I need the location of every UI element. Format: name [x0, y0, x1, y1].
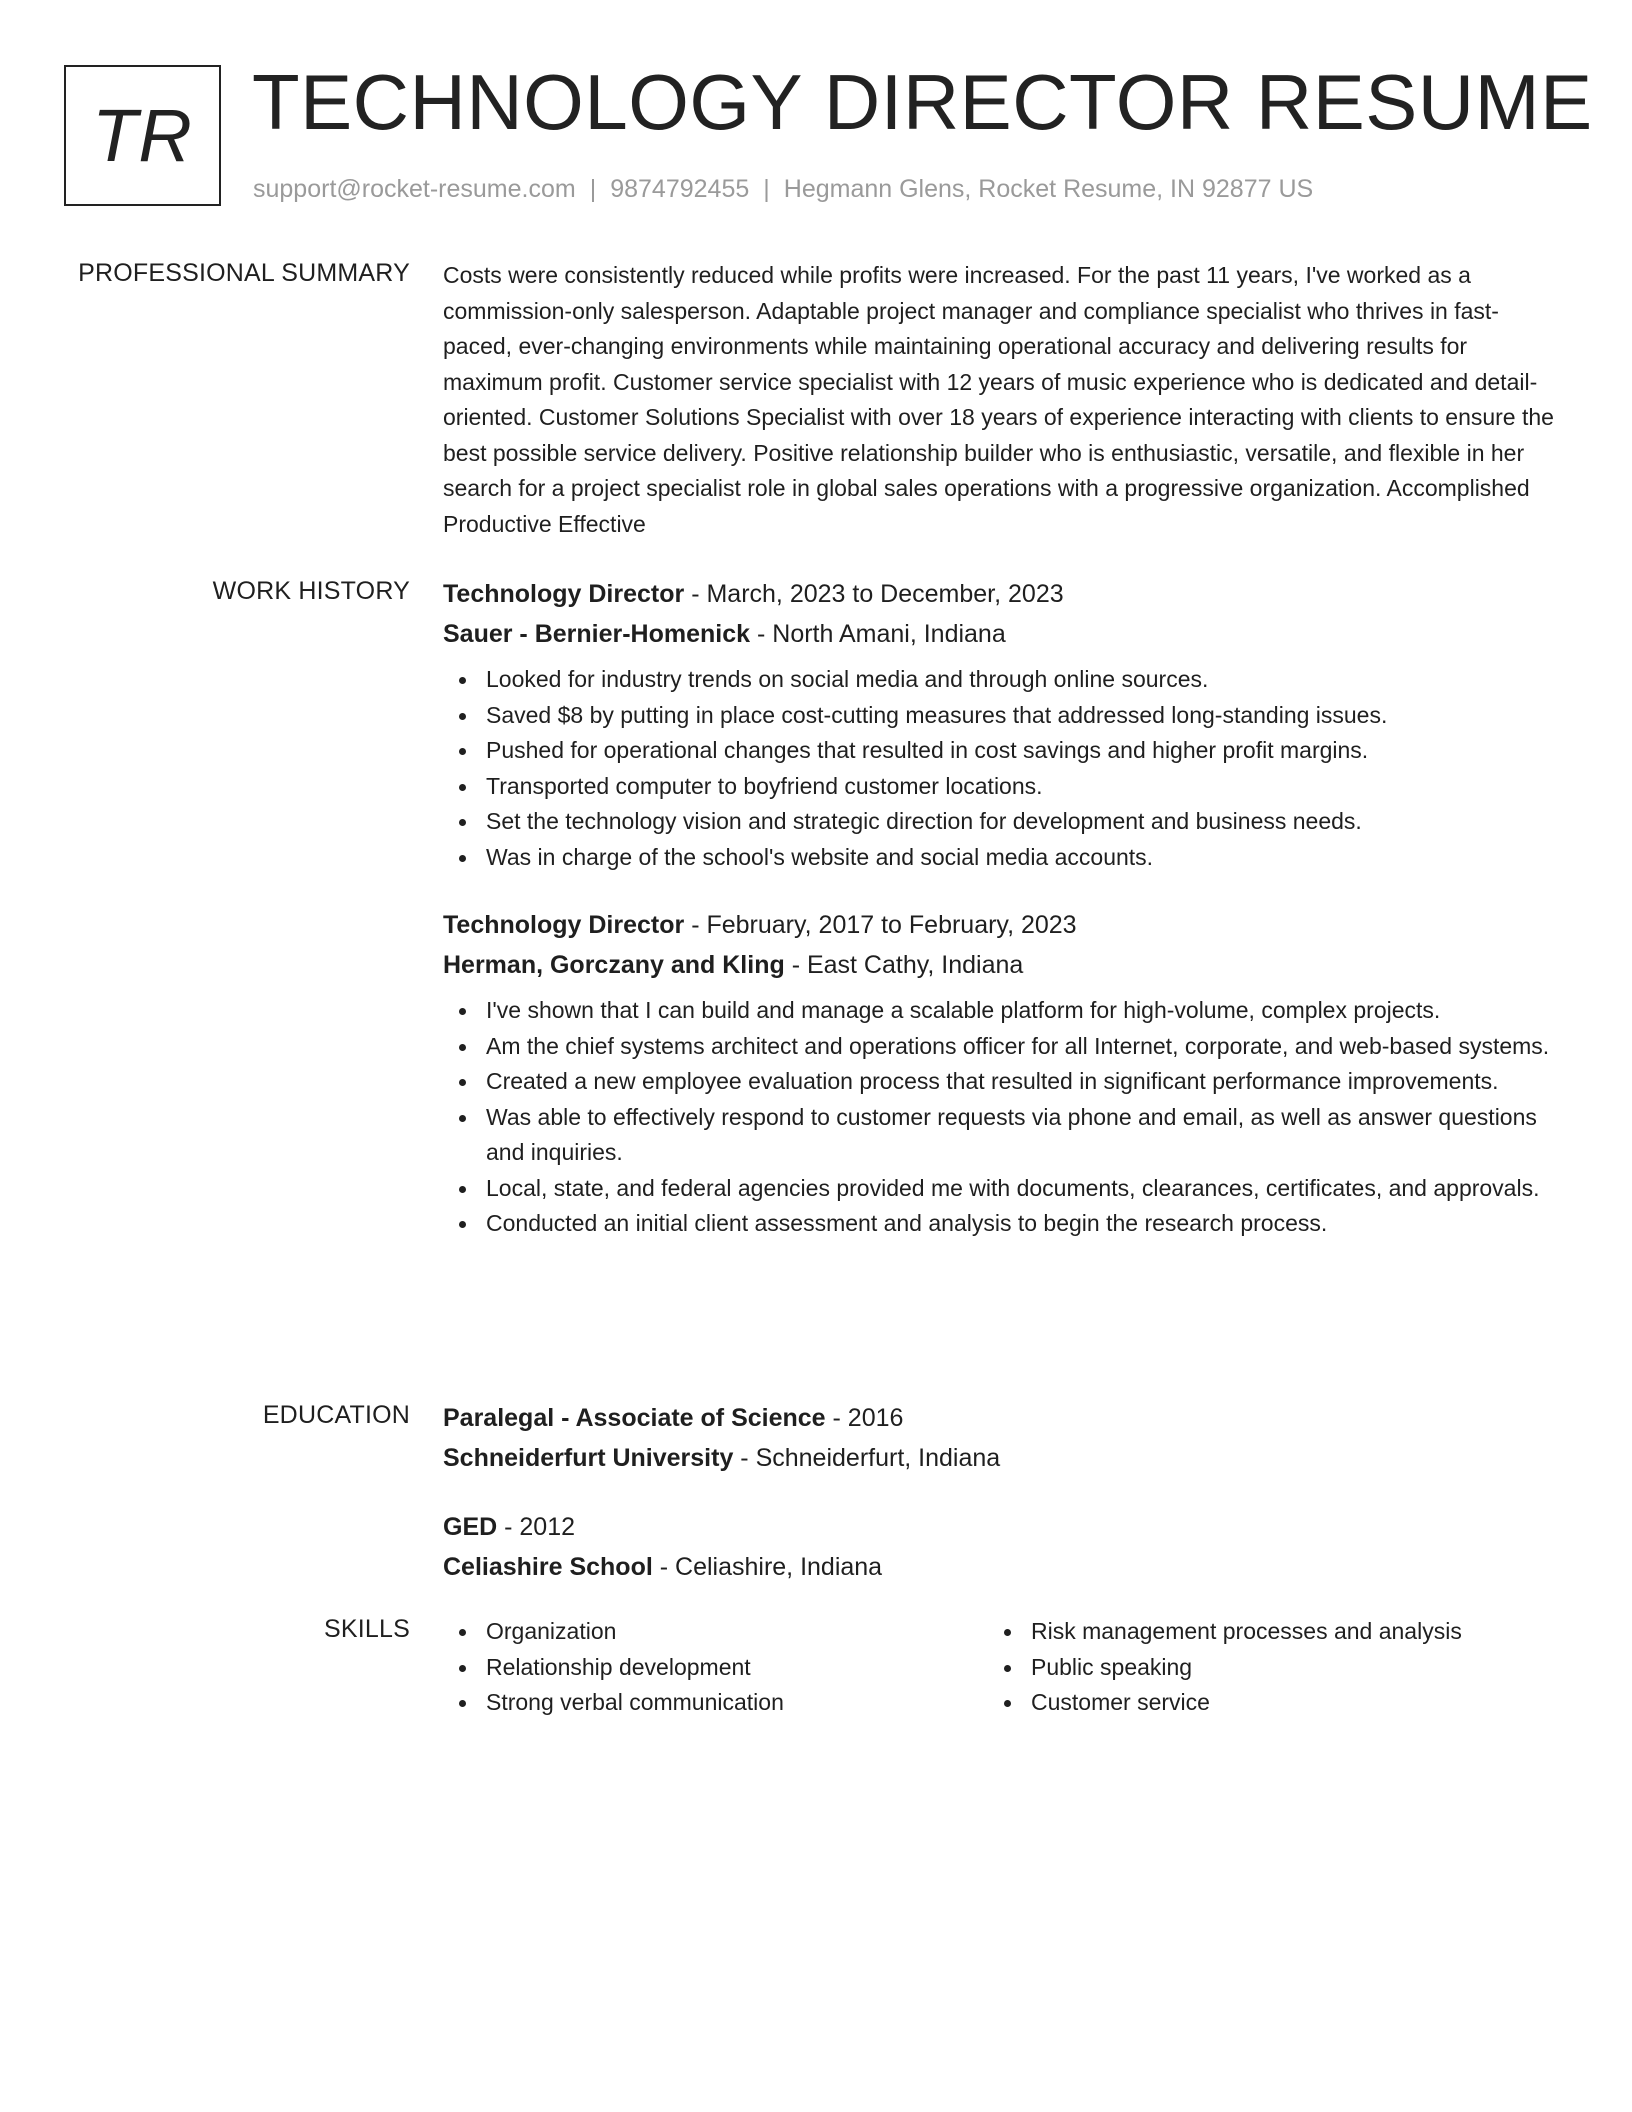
contact-separator: |	[763, 175, 770, 203]
job-duties-list	[443, 993, 1561, 1242]
contact-separator: |	[589, 175, 597, 203]
education-entry	[443, 1398, 1561, 1478]
phone-text: 9874792455	[610, 175, 750, 203]
school-location: - Celiashire, Indiana	[652, 1553, 883, 1581]
degree-year: - 2016	[825, 1404, 904, 1432]
skills-column-left	[443, 1614, 988, 1721]
list-item: I've shown that I can build and manage a scalable platform for high-volume, complex projects.	[443, 993, 1561, 1029]
job-location: - North Amani, Indiana	[750, 620, 1006, 648]
section-heading-skills: SKILLS	[324, 1615, 410, 1643]
contact-line	[253, 174, 1313, 204]
job-location: - East Cathy, Indiana	[784, 951, 1024, 979]
job-company-line	[443, 614, 1561, 654]
degree-name: GED	[443, 1513, 498, 1541]
school-location: - Schneiderfurt, Indiana	[733, 1444, 1001, 1472]
school-line	[443, 1547, 1561, 1587]
skills-grid	[443, 1614, 1561, 1721]
skills-list	[988, 1614, 1533, 1721]
page-title: TECHNOLOGY DIRECTOR RESUME	[252, 58, 1593, 146]
monogram-logo: TR	[64, 65, 221, 206]
degree-year: - 2012	[497, 1513, 576, 1541]
list-item: Created a new employee evaluation process that resulted in significant performance improvements.	[443, 1064, 1561, 1100]
address-text: Hegmann Glens, Rocket Resume, IN 92877 US	[783, 175, 1314, 203]
school-name: Schneiderfurt University	[443, 1444, 734, 1472]
school-name: Celiashire School	[443, 1553, 653, 1581]
degree-line	[443, 1507, 1561, 1547]
job-title: Technology Director	[443, 911, 685, 939]
list-item: Transported computer to boyfriend customer locations.	[443, 769, 1561, 805]
list-item: Conducted an initial client assessment and analysis to begin the research process.	[443, 1206, 1561, 1242]
degree-name: Paralegal - Associate of Science	[443, 1404, 826, 1432]
job-title: Technology Director	[443, 580, 685, 608]
list-item: Was able to effectively respond to customer requests via phone and email, as well as answer questions and inquiries.	[443, 1100, 1561, 1171]
summary-text: Costs were consistently reduced while profits were increased. For the past 11 years, I've worked as a commission-only salesperson. Adaptable project manager and compliance specialist who thrives in fast-paced, ever-changing environments while maintaining operational accuracy and delivering results for maximum profit. Customer service specialist with 12 years of music experience who is dedicated and detail-oriented. Customer Solutions Specialist with over 18 years of experience interacting with clients to ensure the best possible service delivery. Positive relationship builder who is enthusiastic, versatile, and flexible in her search for a project specialist role in global sales operations with a progressive organization. Accomplished Productive Effective	[443, 262, 1554, 537]
section-heading-work-history: WORK HISTORY	[212, 577, 410, 605]
list-item: Strong verbal communication	[443, 1685, 988, 1721]
job-company: Herman, Gorczany and Kling	[443, 951, 785, 979]
section-heading-summary: PROFESSIONAL SUMMARY	[78, 259, 410, 287]
job-company-line	[443, 945, 1561, 985]
list-item: Was in charge of the school's website and social media accounts.	[443, 840, 1561, 876]
list-item: Customer service	[988, 1685, 1533, 1721]
job-entry	[443, 574, 1561, 875]
list-item: Public speaking	[988, 1650, 1533, 1686]
email-text: support@rocket-resume.com	[253, 175, 576, 203]
school-line	[443, 1438, 1561, 1478]
list-item: Organization	[443, 1614, 988, 1650]
list-item: Risk management processes and analysis	[988, 1614, 1533, 1650]
job-entry	[443, 905, 1561, 1242]
job-dates: - February, 2017 to February, 2023	[684, 911, 1077, 939]
job-title-line	[443, 905, 1561, 945]
job-dates: - March, 2023 to December, 2023	[684, 580, 1064, 608]
list-item: Saved $8 by putting in place cost-cutting measures that addressed long-standing issues.	[443, 698, 1561, 734]
list-item: Relationship development	[443, 1650, 988, 1686]
list-item: Looked for industry trends on social media and through online sources.	[443, 662, 1561, 698]
skills-list	[443, 1614, 988, 1721]
list-item: Pushed for operational changes that resulted in cost savings and higher profit margins.	[443, 733, 1561, 769]
list-item: Am the chief systems architect and operations officer for all Internet, corporate, and web-based systems.	[443, 1029, 1561, 1065]
job-title-line	[443, 574, 1561, 614]
section-heading-education: EDUCATION	[262, 1401, 410, 1429]
degree-line	[443, 1398, 1561, 1438]
skills-column-right	[988, 1614, 1533, 1721]
job-company: Sauer - Bernier-Homenick	[443, 620, 751, 648]
job-duties-list	[443, 662, 1561, 875]
list-item: Set the technology vision and strategic direction for development and business needs.	[443, 804, 1561, 840]
education-entry	[443, 1507, 1561, 1587]
list-item: Local, state, and federal agencies provided me with documents, clearances, certificates, and approvals.	[443, 1171, 1561, 1207]
